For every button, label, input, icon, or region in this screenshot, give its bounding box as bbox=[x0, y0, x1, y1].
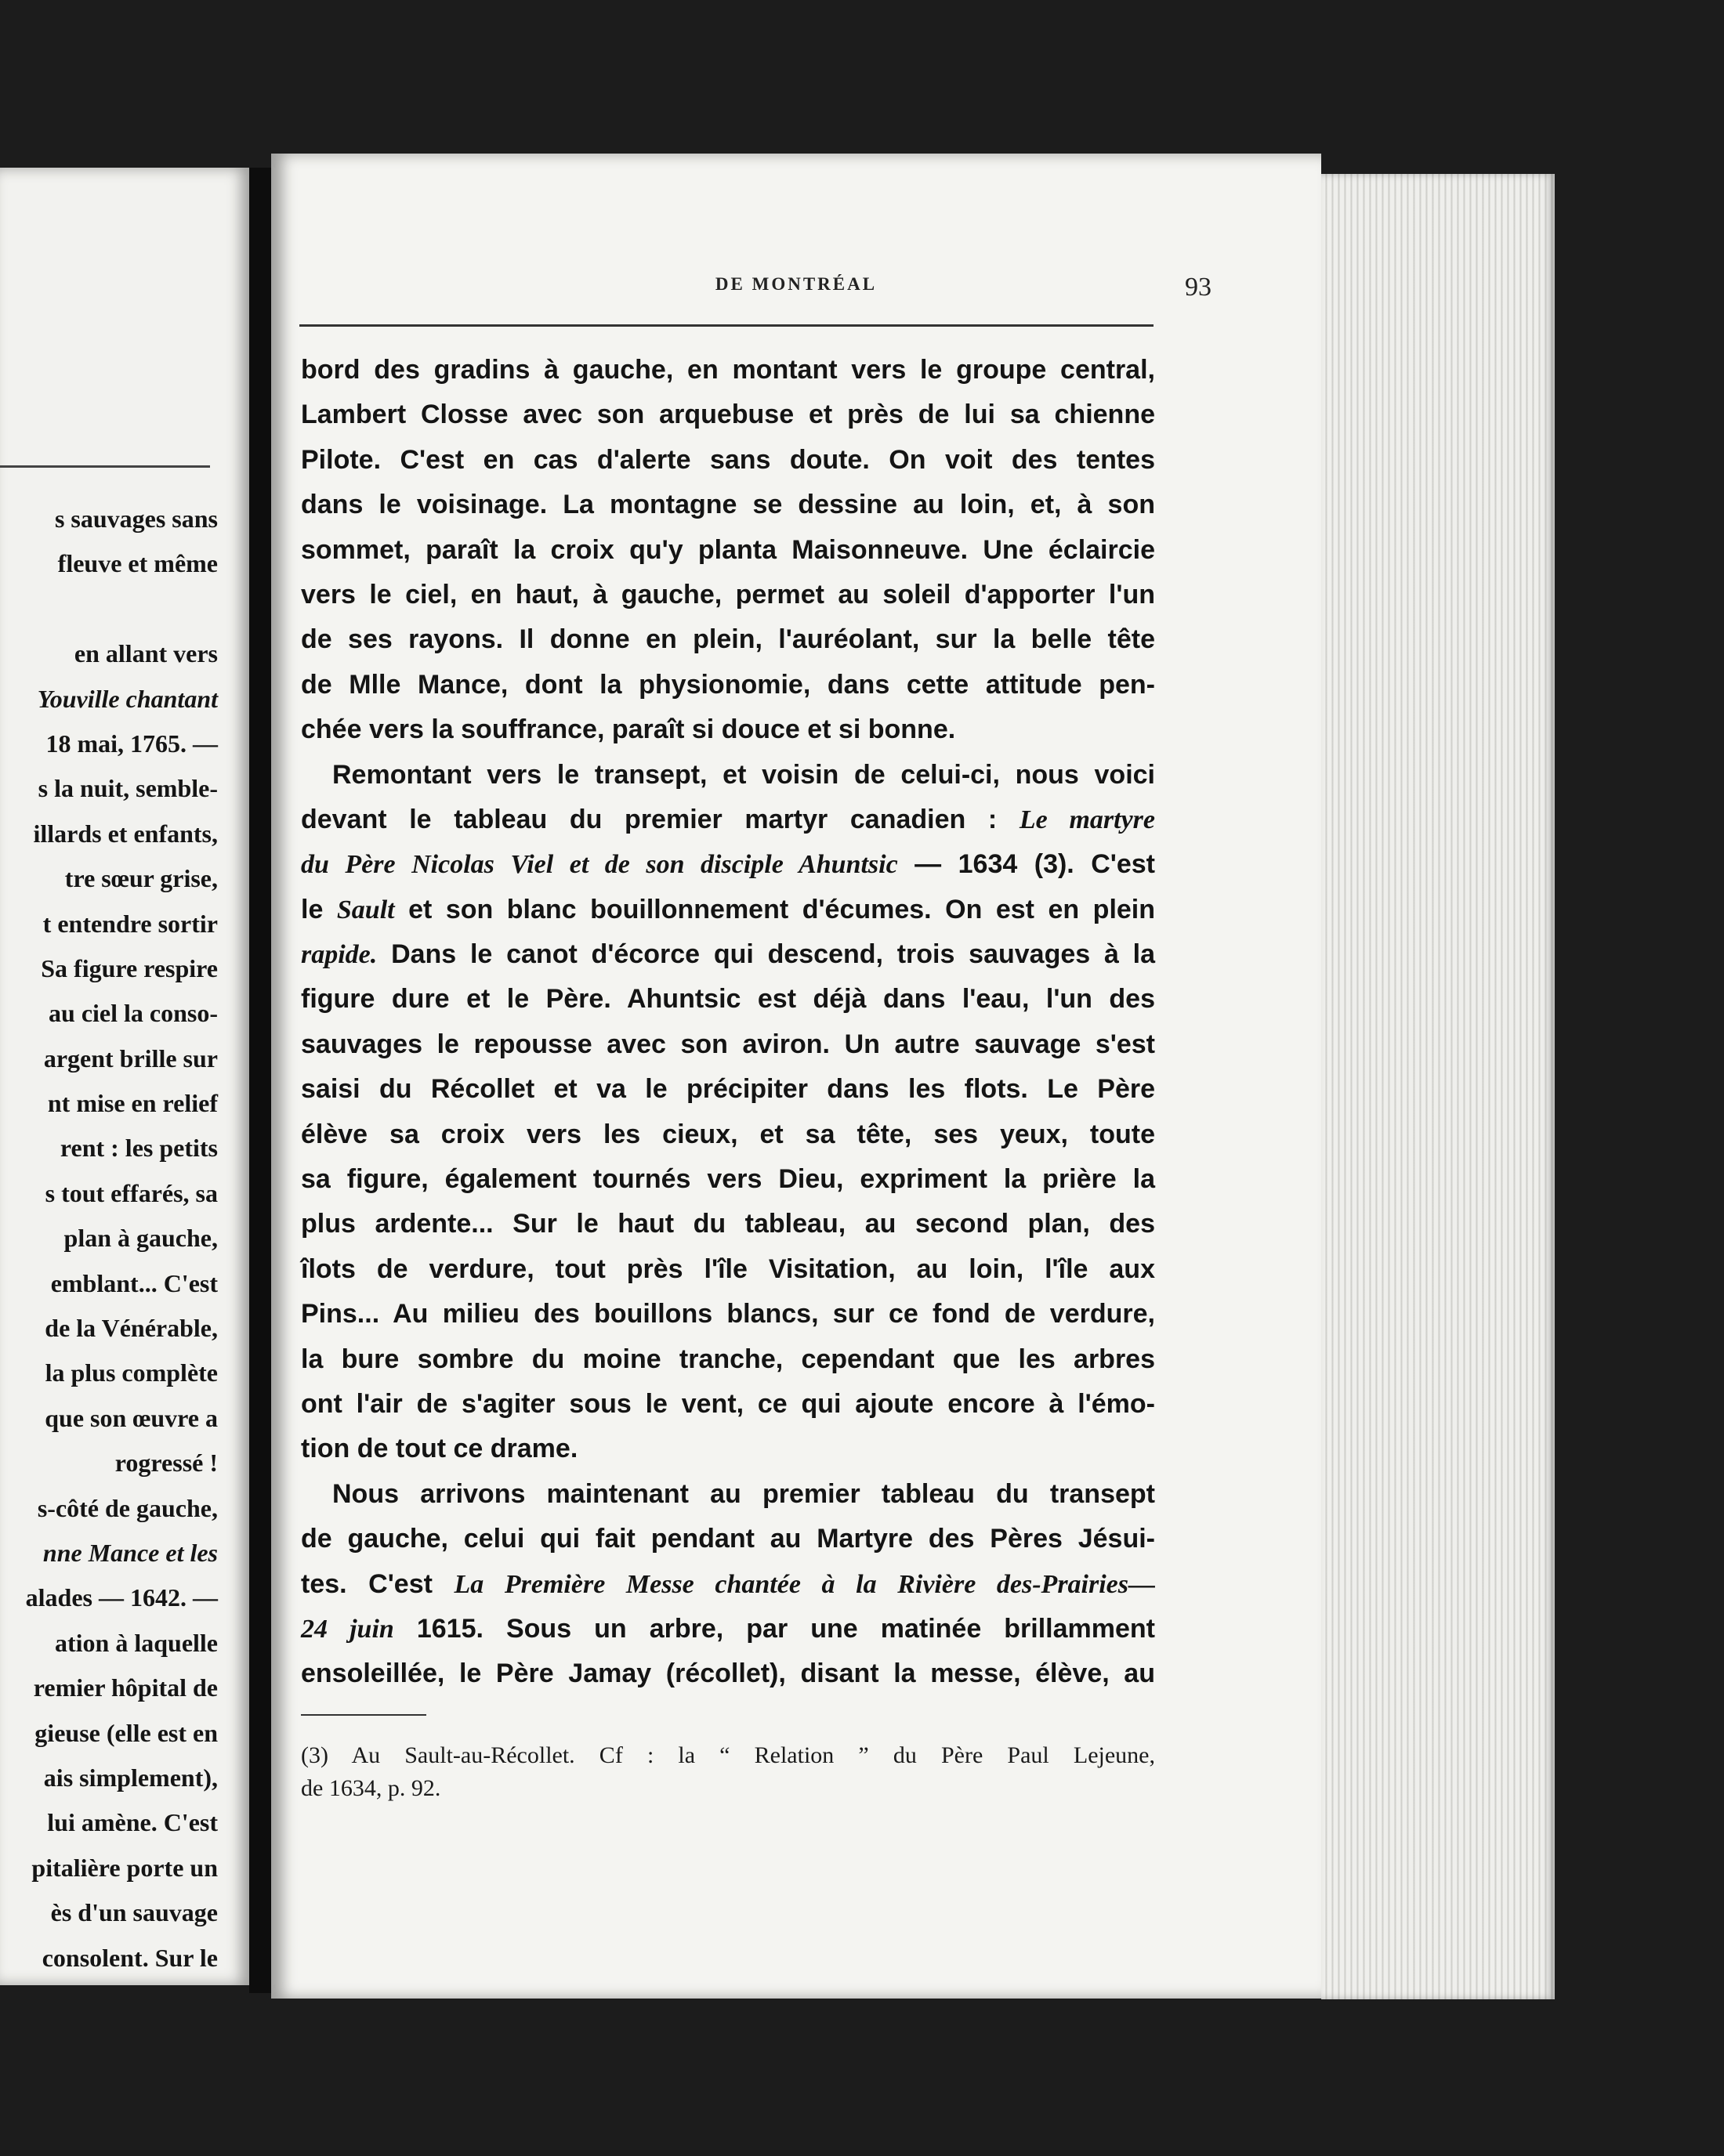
left-text-line: Youville chantant bbox=[37, 684, 218, 713]
left-text-line: alades — 1642. — bbox=[25, 1583, 218, 1612]
left-text-line: s-côté de gauche, bbox=[37, 1493, 218, 1522]
header-rule bbox=[299, 324, 1154, 327]
running-title: DE MONTRÉAL bbox=[715, 274, 878, 294]
body-line: ensoleillée, le Père Jamay (récollet), disant la messe, élève, au bbox=[301, 1659, 1155, 1689]
book-gutter bbox=[249, 168, 271, 1993]
body-line: tion de tout ce drame. bbox=[301, 1434, 578, 1464]
body-text-span: tes. C'est bbox=[301, 1568, 433, 1599]
left-text-line: au ciel la conso- bbox=[49, 999, 218, 1028]
rapide-italic: rapide. bbox=[301, 940, 378, 970]
body-line: Remontant vers le transept, et voisin de celui-ci, nous voici bbox=[332, 759, 1155, 790]
body-text-span: devant le tableau du premier martyr canadien : bbox=[301, 804, 998, 834]
left-text-line: s tout effarés, sa bbox=[45, 1178, 218, 1207]
page-number: 93 bbox=[1185, 273, 1212, 302]
painting-title-italic: La Première Messe chantée à la Rivière des-Prairies— bbox=[454, 1569, 1155, 1599]
body-line: de Mlle Mance, dont la physionomie, dans cette attitude pen- bbox=[301, 669, 1155, 700]
body-line: îlots de verdure, tout près l'île Visitation, au loin, l'île aux bbox=[301, 1253, 1155, 1284]
page-header bbox=[271, 273, 1321, 310]
left-header-rule bbox=[0, 465, 210, 468]
body-text-span: — 1634 (3). C'est bbox=[915, 849, 1155, 880]
left-text-line: ais simplement), bbox=[43, 1763, 218, 1792]
left-text-line: 18 mai, 1765. — bbox=[45, 729, 218, 758]
body-line: figure dure et le Père. Ahuntsic est déjà dans l'eau, l'un des bbox=[301, 984, 1155, 1015]
painting-title-italic: du Père Nicolas Viel et de son disciple Ahuntsic bbox=[301, 850, 898, 880]
body-line: Pilote. C'est en cas d'alerte sans doute. On voit des tentes bbox=[301, 444, 1155, 475]
body-text bbox=[301, 348, 1155, 1697]
body-text-span: Dans le canot d'écorce qui descend, trois sauvages à la bbox=[391, 939, 1155, 970]
left-text-line: fleuve et même bbox=[57, 549, 218, 578]
left-text-line: t entendre sortir bbox=[42, 909, 218, 938]
body-line: ont l'air de s'agiter sous le vent, ce qui ajoute encore à l'émo- bbox=[301, 1388, 1155, 1419]
body-line: sa figure, également tournés vers Dieu, expriment la prière la bbox=[301, 1164, 1155, 1195]
body-line bbox=[301, 1607, 1155, 1651]
left-text-line: en allant vers bbox=[74, 639, 218, 668]
body-line bbox=[301, 888, 1155, 932]
left-text-line: emblant... C'est bbox=[50, 1268, 218, 1297]
body-line bbox=[301, 842, 1155, 887]
date-italic: 24 juin bbox=[301, 1614, 394, 1644]
body-text-span: le bbox=[301, 894, 324, 924]
body-text-span: 1615. Sous un arbre, par une matinée brillamment bbox=[416, 1613, 1155, 1644]
body-line: Lambert Closse avec son arquebuse et près de lui sa chienne bbox=[301, 400, 1155, 430]
body-line: la bure sombre du moine tranche, cependant que les arbres bbox=[301, 1344, 1155, 1374]
left-text-line: lui amène. C'est bbox=[47, 1808, 218, 1837]
body-line bbox=[301, 932, 1155, 977]
body-line: élève sa croix vers les cieux, et sa tête, ses yeux, toute bbox=[301, 1119, 1155, 1149]
footnote-line: (3) Au Sault-au-Récollet. Cf : la “ Relation ” du Père Paul Lejeune, bbox=[301, 1742, 1155, 1768]
left-text-line: illards et enfants, bbox=[33, 819, 218, 848]
body-line: sauvages le repousse avec son aviron. Un autre sauvage s'est bbox=[301, 1029, 1155, 1059]
body-line: bord des gradins à gauche, en montant vers le groupe central, bbox=[301, 355, 1155, 385]
left-text-line: nt mise en relief bbox=[47, 1089, 218, 1118]
body-line bbox=[301, 1562, 1155, 1607]
left-text-line: remier hôpital de bbox=[33, 1673, 218, 1702]
place-name-italic: Sault bbox=[336, 895, 395, 924]
left-text-line: rent : les petits bbox=[60, 1134, 218, 1163]
body-line: saisi du Récollet et va le précipiter dans les flots. Le Père bbox=[301, 1074, 1155, 1105]
footnote-line: de 1634, p. 92. bbox=[301, 1775, 441, 1801]
left-text-line: nne Mance et les bbox=[42, 1538, 218, 1567]
left-text-line: rogressé ! bbox=[114, 1449, 218, 1478]
left-text-line: consolent. Sur le bbox=[42, 1943, 218, 1972]
left-text-line bbox=[0, 587, 218, 631]
left-text-line: s la nuit, semble- bbox=[38, 774, 218, 803]
left-text-line: argent brille sur bbox=[43, 1044, 218, 1073]
painting-title-italic: Le martyre bbox=[1019, 805, 1155, 834]
body-line: de gauche, celui qui fait pendant au Martyre des Pères Jésui- bbox=[301, 1524, 1155, 1554]
body-line: sommet, paraît la croix qu'y planta Maisonneuve. Une éclaircie bbox=[301, 534, 1155, 565]
body-line: Nous arrivons maintenant au premier tableau du transept bbox=[332, 1478, 1155, 1509]
left-text-line: ès d'un sauvage bbox=[50, 1898, 218, 1927]
left-text-line: Sa figure respire bbox=[41, 953, 218, 982]
page-edges bbox=[1321, 174, 1555, 1999]
left-text-line: ation à laquelle bbox=[54, 1628, 218, 1657]
right-page bbox=[271, 154, 1321, 1999]
footnote-rule bbox=[301, 1714, 426, 1716]
body-line: de ses rayons. Il donne en plein, l'auréolant, sur la belle tête bbox=[301, 624, 1155, 655]
left-text-line: de la Vénérable, bbox=[45, 1314, 218, 1343]
left-text-line: plan à gauche, bbox=[63, 1224, 218, 1253]
left-page-text bbox=[0, 497, 218, 1981]
left-text-line: gieuse (elle est en bbox=[34, 1718, 218, 1747]
left-text-line: la plus complète bbox=[45, 1358, 218, 1387]
body-line: chée vers la souffrance, paraît si douce et si bonne. bbox=[301, 714, 956, 745]
body-text-span: et son blanc bouillonnement d'écumes. On est en plein bbox=[408, 894, 1156, 924]
body-line: Pins... Au milieu des bouillons blancs, sur ce fond de verdure, bbox=[301, 1299, 1155, 1329]
left-page bbox=[0, 168, 249, 1985]
left-text-line: pitalière porte un bbox=[31, 1853, 218, 1882]
body-line: vers le ciel, en haut, à gauche, permet au soleil d'apporter l'un bbox=[301, 579, 1155, 610]
footnote bbox=[301, 1739, 1155, 1805]
body-line: plus ardente... Sur le haut du tableau, au second plan, des bbox=[301, 1209, 1155, 1239]
left-text-line: s sauvages sans bbox=[54, 505, 218, 533]
left-text-line: tre sœur grise, bbox=[64, 864, 218, 893]
left-text-line: que son œuvre a bbox=[45, 1403, 218, 1432]
body-line bbox=[301, 798, 1155, 842]
body-line: dans le voisinage. La montagne se dessine au loin, et, à son bbox=[301, 490, 1155, 520]
